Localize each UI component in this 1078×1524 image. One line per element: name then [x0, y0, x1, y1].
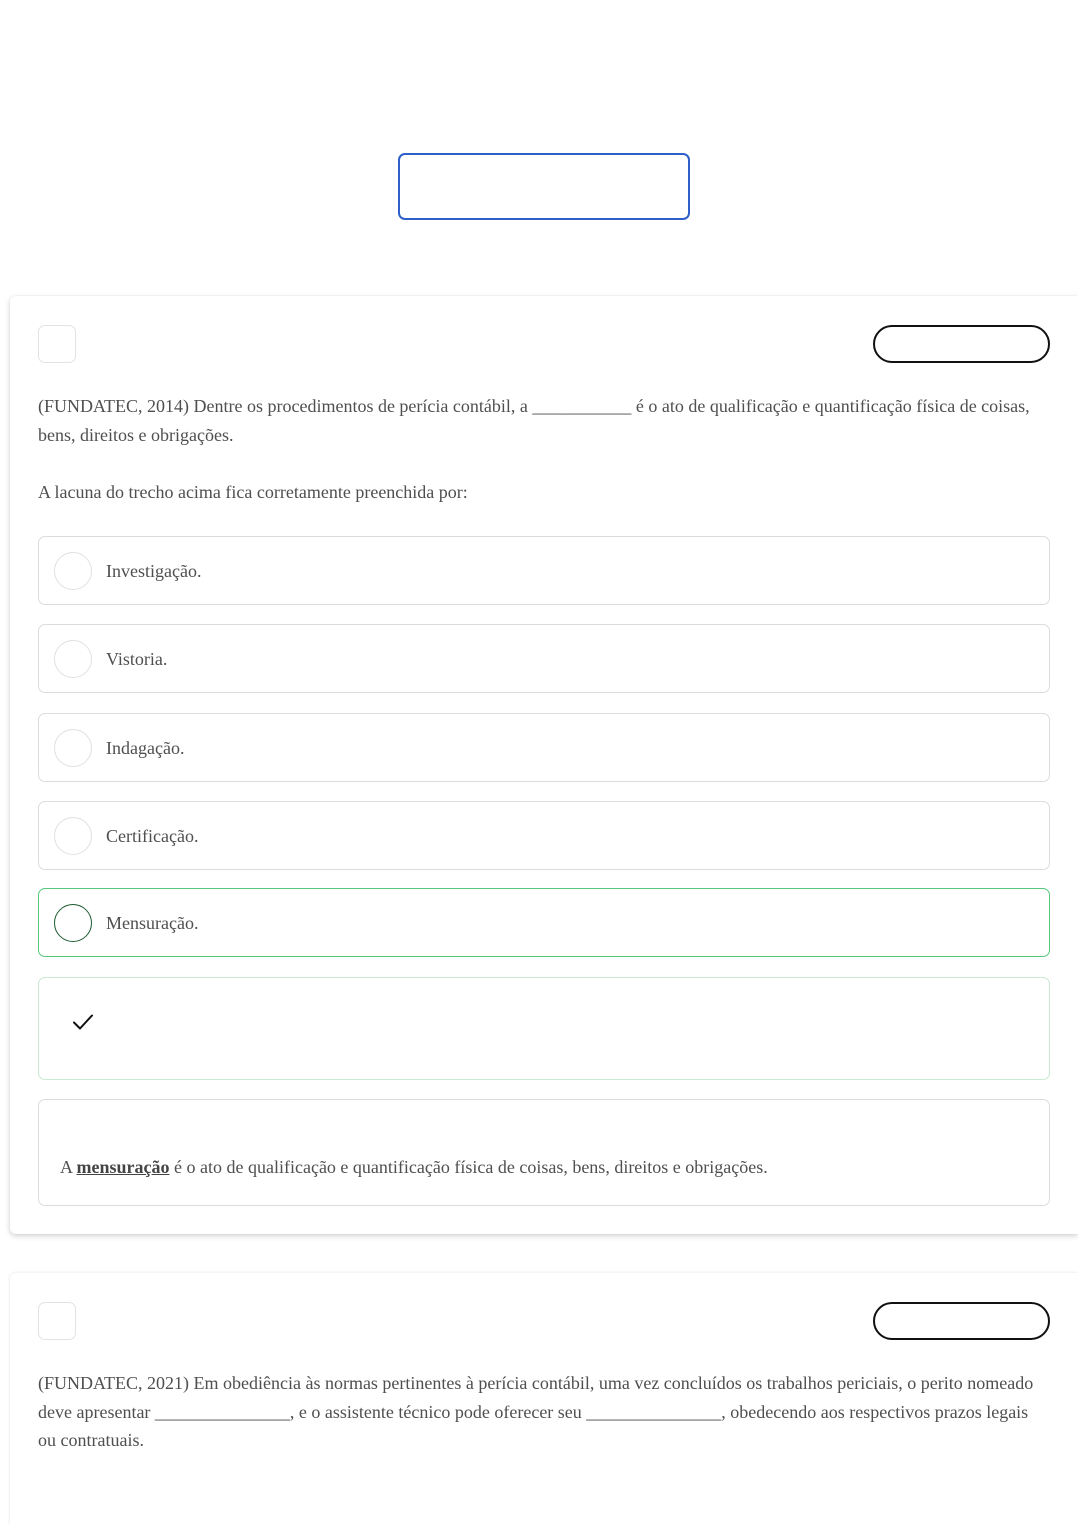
option-label: Investigação. — [106, 561, 202, 581]
question-card-2 — [10, 1273, 1078, 1524]
option-a[interactable] — [38, 536, 1050, 605]
option-c[interactable] — [38, 713, 1050, 782]
explanation-box — [38, 1099, 1050, 1206]
option-radio-selected[interactable] — [54, 904, 92, 942]
question-text: (FUNDATEC, 2021) Em obediência às normas pertinentes à perícia contábil, uma vez concluídos os trabalhos periciais, o perito nomeado deve apresentar _______________, e o assistente técnico pode oferecer seu _______________, obedecendo aos respectivos prazos legais ou contratuais. — [38, 1373, 1034, 1450]
option-b[interactable] — [38, 624, 1050, 693]
explanation-suffix: é o ato de qualificação e quantificação física de coisas, bens, direitos e obrigações. — [174, 1157, 768, 1177]
question-action-pill-button[interactable] — [873, 1302, 1050, 1340]
option-label: Indagação. — [106, 738, 185, 758]
option-label: Vistoria. — [106, 649, 168, 669]
option-e-correct[interactable] — [38, 888, 1050, 957]
option-label: Certificação. — [106, 826, 199, 846]
explanation-text — [60, 1153, 768, 1181]
question-text: (FUNDATEC, 2014) Dentre os procedimentos de perícia contábil, a ___________ é o ato de qualificação e quantificação física de coisas, bens, direitos e obrigações. — [38, 396, 1030, 445]
explanation-prefix: A — [60, 1157, 73, 1177]
option-radio[interactable] — [54, 817, 92, 855]
checkmark-icon — [71, 1010, 95, 1034]
option-radio[interactable] — [54, 552, 92, 590]
option-radio[interactable] — [54, 640, 92, 678]
answer-feedback-box — [38, 977, 1050, 1080]
explanation-term: mensuração — [76, 1157, 170, 1177]
option-radio[interactable] — [54, 729, 92, 767]
question-card-1 — [10, 296, 1078, 1234]
question-action-pill-button[interactable] — [873, 325, 1050, 363]
option-d[interactable] — [38, 801, 1050, 870]
select-question-checkbox[interactable] — [38, 325, 76, 363]
select-question-checkbox[interactable] — [38, 1302, 76, 1340]
question-prompt: A lacuna do trecho acima fica corretamente preenchida por: — [38, 482, 468, 502]
option-label: Mensuração. — [106, 913, 199, 933]
top-outlined-box[interactable] — [398, 153, 690, 220]
